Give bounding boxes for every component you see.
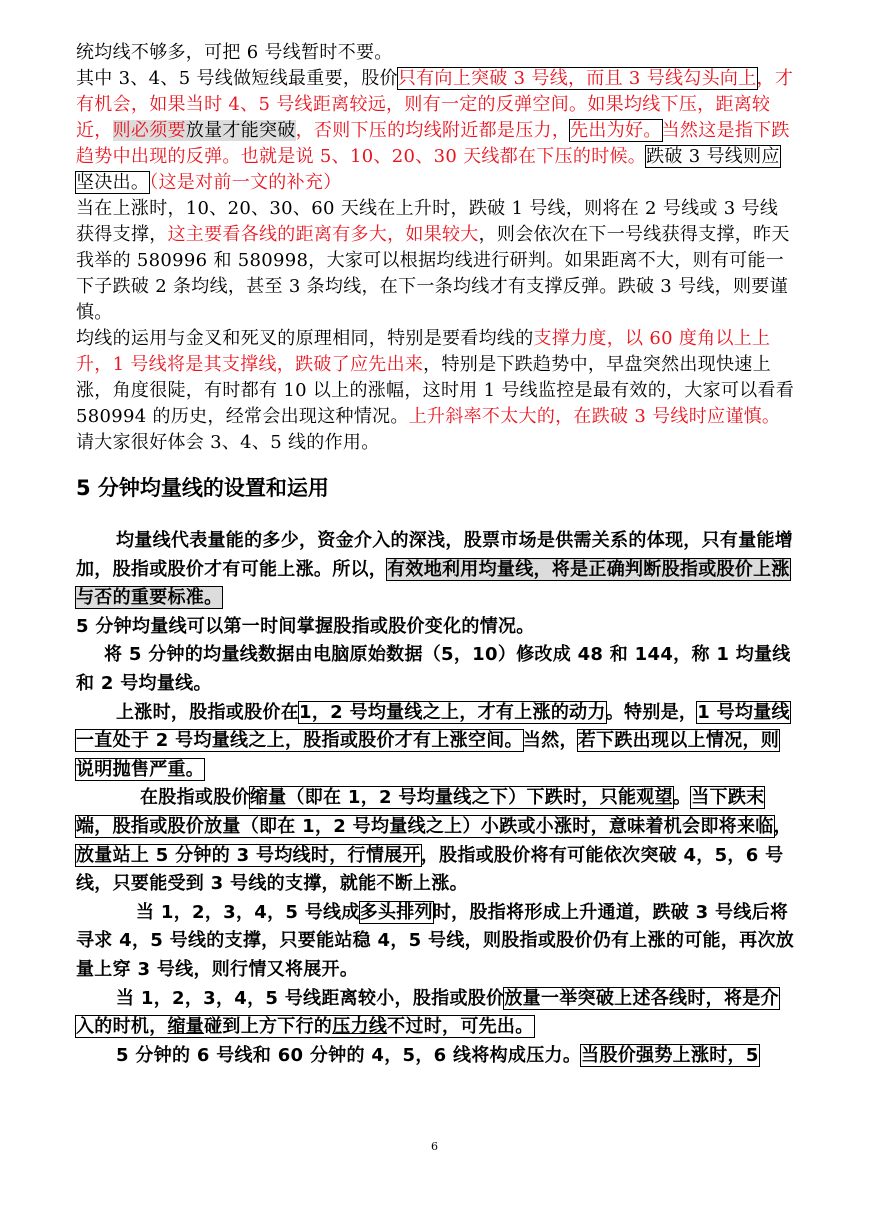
boxed-breakthrough-text: 只有向上突破 3 号线，而且 3 号线勾头向上 [397, 68, 757, 89]
boxed-exit-text: 先出为好。 [570, 120, 662, 141]
paragraph-settings: 将 5 分钟的均量线数据由电脑原始数据（5，10）修改成 48 和 144，称 1 均量线和 2 号均量线。 [76, 644, 791, 694]
boxed-firm-exit-text: 跌破 3 号线则应坚决出。 [76, 146, 780, 193]
paragraph-ma-intro: 统均线不够多，可把 6 号线暂时不要。 [76, 42, 393, 63]
paragraph-short-term-lines: 其中 3、4、5 号线做短线最重要，股价只有向上突破 3 号线，而且 3 号线勾头向上，才有机会，如果当时 4、5 号线距离较远，则有一定的反弹空间。如果均线下压，距离较近，则必须要放量才能突破，否则下压的均线附近都是压力，先出为好。当然这是指下跌趋势中出现的反弹。也就是说 5、10、20、30 天线都在下压的时候。跌破 3 号线则应坚决出。（这是对前一文的补充） [76, 68, 794, 193]
boxed-text: 1 号均量线一直处于 2 号均量线之上，股指或股价才有上涨空间。 [76, 701, 790, 752]
boxed-key-standard-text: 有效地利用均量线，将是正确判断股指或股价上涨与否的重要标准。 [76, 558, 790, 609]
boxed-text: 若下跌出现以上情况，则说明抛售严重。 [76, 730, 780, 780]
page-number: 6 [431, 1140, 438, 1153]
boxed-text: 当下跌末端，股指或股价放量（即在 1，2 号均量线之上）小跌或小涨时，意味着机会即将来临 [76, 787, 774, 837]
boxed-text: 1，2 号均量线之上，才有上涨的动力 [299, 701, 606, 723]
section-heading: 5 分钟均量线的设置和运用 [76, 476, 329, 500]
highlight-text: 放量才能突破 [185, 120, 296, 141]
boxed-text: 当股价强势上涨时，5 [581, 1044, 759, 1066]
paragraph-entry-timing: 当 1，2，3，4，5 号线距离较小，股指或股价放量一举突破上述各线时，将是介入的时机，缩量碰到上方下行的压力线不过时，可先出。 [76, 987, 779, 1038]
paragraph-summary: 请大家很好体会 3、4、5 线的作用。 [76, 432, 380, 453]
boxed-text: 缩量（即在 1，2 号均量线之下）下跌时，只能观望 [249, 787, 673, 809]
paragraph-golden-cross: 均线的运用与金叉和死叉的原理相同，特别是要看均线的支撑力度，以 60 度角以上上升，1 号线将是其支撑线，跌破了应先出来，特别是下跌趋势中，早盘突然出现快速上涨，角度很陡，有时都有 10 以上的涨幅，这时用 1 号线监控是最有效的，大家可以看看 580994 的历史，经常会出现这种情况。上升斜率不太大的，在跌破 3 号线时应谨慎。 [76, 328, 795, 427]
boxed-text: 放量一举突破上述各线时，将是介入的时机，缩量碰到上方下行的压力线不过时，可先出。 [76, 987, 779, 1038]
highlight-text: 则必须要 [112, 120, 186, 141]
paragraph-rising: 上涨时，股指或股价在1，2 号均量线之上，才有上涨的动力。特别是，1 号均量线一直处于 2 号均量线之上，股指或股价才有上涨空间。当然，若下跌出现以上情况，则说明抛售严重。 [76, 701, 790, 780]
paragraph-pressure: 5 分钟的 6 号线和 60 分钟的 4，5，6 线将构成压力。当股价强势上涨时，5 [116, 1044, 759, 1066]
paragraph-bullish-alignment: 当 1，2，3，4，5 号线成多头排列时，股指将形成上升通道，跌破 3 号线后将寻求 4，5 号线的支撑，只要能站稳 4，5 号线，则股指或股价仍有上涨的可能，再次放量上穿 3 号线，则行情又将展开。 [76, 901, 795, 980]
paragraph-rising-support: 当在上涨时，10、20、30、60 天线在上升时，跌破 1 号线，则将在 2 号线或 3 号线获得支撑，这主要看各线的距离有多大，如果较大，则会依次在下一号线获得支撑，昨天我举的 580996 和 580998，大家可以根据均线进行研判。如果距离不大，则有可能一下子跌破 2 条均线，甚至 3 条均线，在下一条均线才有支撑反弹。跌破 3 号线，则要谨慎。 [76, 198, 790, 323]
boxed-text: 多头排列 [359, 901, 433, 923]
page-content [76, 40, 796, 1070]
paragraph-volume-ma: 均量线代表量能的多少，资金介入的深浅，股票市场是供需关系的体现，只有量能增加，股指或股价才有可能上涨。所以，有效地利用均量线，将是正确判断股指或股价上涨与否的重要标准。 [76, 530, 794, 609]
paragraph-5min-volume: 5 分钟均量线可以第一时间掌握股指或股价变化的情况。 [76, 615, 535, 637]
paragraph-shrinking-volume: 在股指或股价缩量（即在 1，2 号均量线之下）下跌时，只能观望。当下跌末端，股指或股价放量（即在 1，2 号均量线之上）小跌或小涨时，意味着机会即将来临，放量站上 5 分钟的 3 号均线时，行情展开，股指或股价将有可能依次突破 4，5，6 号线，只要能受到 3 号线的支撑，就能不断上涨。 [76, 787, 792, 895]
boxed-text: 放量站上 5 分钟的 3 号均线时，行情展开 [76, 844, 421, 866]
